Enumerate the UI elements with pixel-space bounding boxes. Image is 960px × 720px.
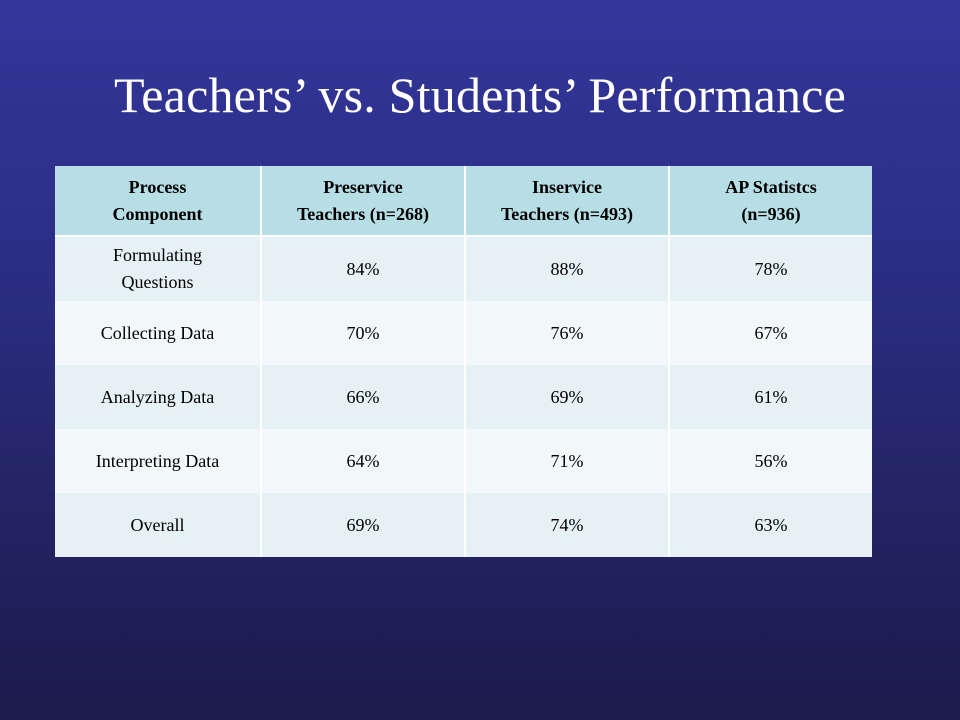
ap-statistics-value: 78% bbox=[669, 236, 872, 301]
header-inservice-teachers bbox=[465, 166, 669, 236]
process-component-cell: Analyzing Data bbox=[55, 365, 261, 429]
ap-statistics-value: 56% bbox=[669, 429, 872, 493]
preservice-value: 64% bbox=[261, 429, 465, 493]
header-line: Teachers (n=493) bbox=[500, 203, 634, 224]
preservice-value: 66% bbox=[261, 365, 465, 429]
table-row bbox=[55, 301, 872, 365]
header-line: Process bbox=[128, 176, 187, 197]
process-component-cell: Overall bbox=[55, 493, 261, 557]
inservice-value: 76% bbox=[465, 301, 669, 365]
header-process-component bbox=[55, 166, 261, 236]
component-line: Questions bbox=[121, 272, 194, 292]
table-row bbox=[55, 365, 872, 429]
table-header bbox=[55, 166, 872, 236]
preservice-value: 70% bbox=[261, 301, 465, 365]
process-component-cell: Interpreting Data bbox=[55, 429, 261, 493]
header-ap-statistics bbox=[669, 166, 872, 236]
ap-statistics-value: 61% bbox=[669, 365, 872, 429]
slide-title: Teachers’ vs. Students’ Performance bbox=[114, 67, 846, 123]
table-row bbox=[55, 493, 872, 557]
header-line: Teachers (n=268) bbox=[296, 203, 430, 224]
ap-statistics-value: 63% bbox=[669, 493, 872, 557]
process-component-cell bbox=[55, 236, 261, 301]
inservice-value: 71% bbox=[465, 429, 669, 493]
header-line: Inservice bbox=[532, 176, 602, 197]
inservice-value: 88% bbox=[465, 236, 669, 301]
table-body bbox=[55, 236, 872, 557]
header-row bbox=[55, 166, 872, 236]
inservice-value: 74% bbox=[465, 493, 669, 557]
header-line: AP Statistcs bbox=[725, 176, 817, 197]
inservice-value: 69% bbox=[465, 365, 669, 429]
table-row bbox=[55, 429, 872, 493]
header-line: Component bbox=[112, 203, 203, 224]
preservice-value: 69% bbox=[261, 493, 465, 557]
header-line: (n=936) bbox=[741, 203, 801, 224]
header-line: Preservice bbox=[323, 176, 403, 197]
process-component-cell: Collecting Data bbox=[55, 301, 261, 365]
ap-statistics-value: 67% bbox=[669, 301, 872, 365]
table-row bbox=[55, 236, 872, 301]
header-preservice-teachers bbox=[261, 166, 465, 236]
performance-table-container bbox=[55, 166, 872, 557]
preservice-value: 84% bbox=[261, 236, 465, 301]
performance-table bbox=[55, 166, 872, 557]
component-line: Formulating bbox=[113, 245, 202, 265]
